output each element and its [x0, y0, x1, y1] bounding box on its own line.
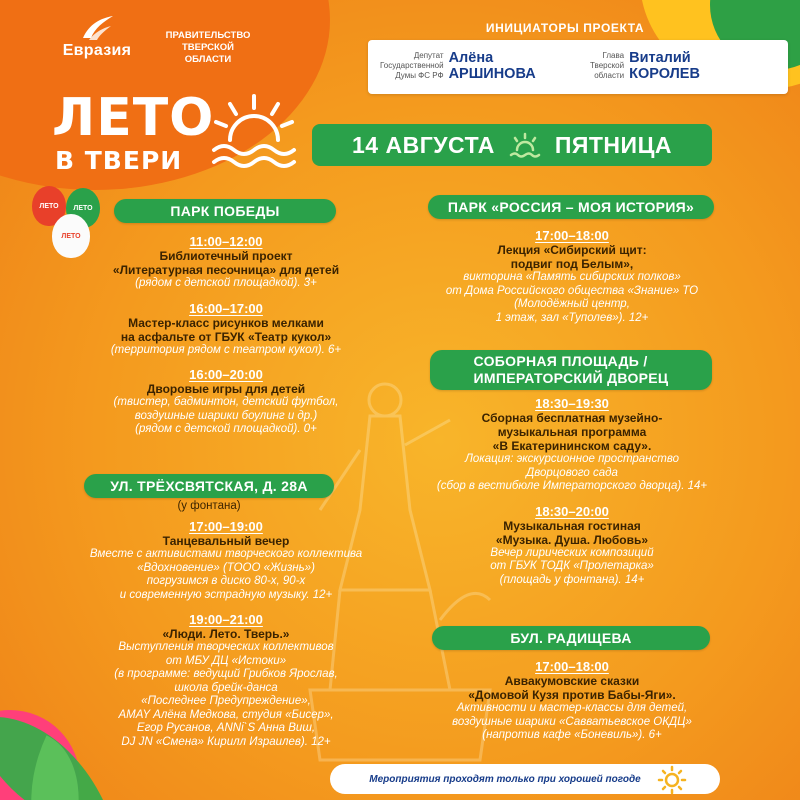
initiators-title: ИНИЦИАТОРЫ ПРОЕКТА	[485, 21, 645, 35]
event	[30, 612, 422, 749]
initiator-1	[380, 50, 536, 82]
sun-icon	[655, 765, 689, 795]
logo-text: Евразия	[62, 42, 132, 59]
event	[384, 659, 760, 743]
title-leto: ЛЕТО	[52, 88, 215, 148]
section-header-tryohsvyatskaya: УЛ. ТРЁХСВЯТСКАЯ, Д. 28А	[84, 474, 334, 498]
balloon-red: ЛЕТО	[32, 186, 66, 226]
balloon-green: ЛЕТО	[66, 188, 100, 228]
initiators-box	[368, 40, 788, 94]
event-title: Лекция «Сибирский щит: подвиг под Белым»,	[497, 243, 647, 271]
event-desc: (рядом с детской площадкой). 3+	[135, 277, 317, 289]
events-park-pobedy	[30, 234, 422, 447]
section-sub-label: (у фонтана)	[177, 500, 241, 512]
event	[30, 367, 422, 437]
events-park-rossiya	[384, 228, 760, 335]
event-time: 19:00–21:00	[189, 612, 263, 627]
sun-waves-icon	[208, 88, 300, 178]
event-title: Танцевальный вечер	[162, 534, 290, 548]
event-desc: Выступления творческих коллективов от МБУ ДЦ «Истоки» (в программе: ведущий Грибков Ярослав, школа брейк-данса «Последнее Предупреждение», AMAY Алёна Медкова, студия «Бисер», Егор Русанов, ANNi`S Анна Виш, DJ JN «Смена» Кирилл Израилев). 12+	[114, 641, 338, 748]
event-time: 11:00–12:00	[189, 234, 263, 249]
section-header-park-rossiya: ПАРК «РОССИЯ – МОЯ ИСТОРИЯ»	[428, 195, 714, 219]
small-sun-icon	[509, 132, 541, 158]
event-title: Сборная бесплатная музейно- музыкальная программа «В Екатерининском саду».	[481, 411, 663, 453]
event-desc: Локация: экскурсионное пространство Дворцового сада (сбор в вестибюле Императорского дворца). 14+	[436, 453, 708, 492]
balloon-white: ЛЕТО	[52, 214, 90, 258]
event-desc: Вечер лирических композиций от ГБУК ТОДК «Пролетарка» (площадь у фонтана). 14+	[490, 546, 654, 586]
event	[384, 228, 760, 325]
event-time: 16:00–20:00	[189, 367, 263, 382]
weekday-text: ПЯТНИЦА	[554, 131, 672, 158]
initiator-name: Виталий КОРОЛЕВ	[629, 50, 700, 82]
initiator-name: Алёна АРШИНОВА	[448, 50, 536, 82]
event	[384, 504, 760, 588]
section-header-park-pobedy: ПАРК ПОБЕДЫ	[114, 199, 336, 223]
events-sobornaya	[384, 396, 760, 597]
event-desc: Активности и мастер-классы для детей, воздушные шарики «Савватьевское ОКДЦ» (напротив кафе «Боневиль»). 6+	[452, 702, 692, 741]
eurasia-logo-icon	[79, 14, 115, 42]
event-title: Библиотечный проект «Литературная песочница» для детей	[112, 249, 340, 277]
event-desc: (территория рядом с театром кукол). 6+	[110, 343, 342, 356]
event-title: Аввакумовские сказки «Домовой Кузя против Бабы-Яги».	[468, 674, 676, 702]
initiator-2	[590, 50, 700, 82]
event-desc: Вместе с активистами творческого коллектива «Вдохновение» (ТООО «Жизнь») погрузимся в диско 80-х, 90-х и современную эстрадную музыку. 12+	[89, 548, 363, 601]
event-desc: (твистер, бадминтон, детский футбол, воздушные шарики боулинг и др.) (рядом с детской площадкой). 0+	[113, 396, 339, 435]
event-time: 17:00–18:00	[535, 659, 609, 674]
event	[384, 396, 760, 494]
event	[30, 519, 422, 602]
initiator-role: Глава Тверской области	[590, 51, 625, 80]
event-desc: викторина «Память сибирских полков» от Дома Российского общества «Знание» ТО (Молодёжный центр, 1 этаж, зал «Туполев»). 12+	[445, 271, 699, 324]
event	[30, 234, 422, 291]
event-time: 18:30–19:30	[535, 396, 609, 411]
initiator-role: Депутат Государственной Думы ФС РФ	[380, 51, 444, 80]
event-title: Мастер-класс рисунков мелками на асфальте от ГБУК «Театр кукол»	[120, 315, 332, 344]
section-header-radishcheva: БУЛ. РАДИЩЕВА	[432, 626, 710, 650]
government-label: ПРАВИТЕЛЬСТВО ТВЕРСКОЙ ОБЛАСТИ	[165, 30, 251, 65]
weather-note-text: Мероприятия проходят только при хорошей погоде	[369, 773, 641, 785]
event	[30, 301, 422, 358]
title-v-tveri: В ТВЕРИ	[55, 146, 183, 175]
date-banner	[312, 124, 712, 166]
event-time: 17:00–19:00	[189, 519, 263, 534]
events-tryohsvyatskaya	[30, 519, 422, 759]
eurasia-logo	[52, 14, 142, 60]
events-radishcheva	[384, 659, 760, 753]
event-time: 18:30–20:00	[535, 503, 609, 519]
event-title: Дворовые игры для детей	[146, 382, 306, 396]
event-title: Музыкальная гостиная «Музыка. Душа. Любовь»	[495, 518, 649, 547]
event-time: 17:00–18:00	[535, 228, 609, 243]
date-text: 14 АВГУСТА	[352, 131, 495, 158]
event-title: «Люди. Лето. Тверь.»	[162, 627, 290, 641]
section-header-sobornaya: СОБОРНАЯ ПЛОЩАДЬ / ИМПЕРАТОРСКИЙ ДВОРЕЦ	[430, 350, 712, 390]
event-time: 16:00–17:00	[189, 300, 263, 316]
